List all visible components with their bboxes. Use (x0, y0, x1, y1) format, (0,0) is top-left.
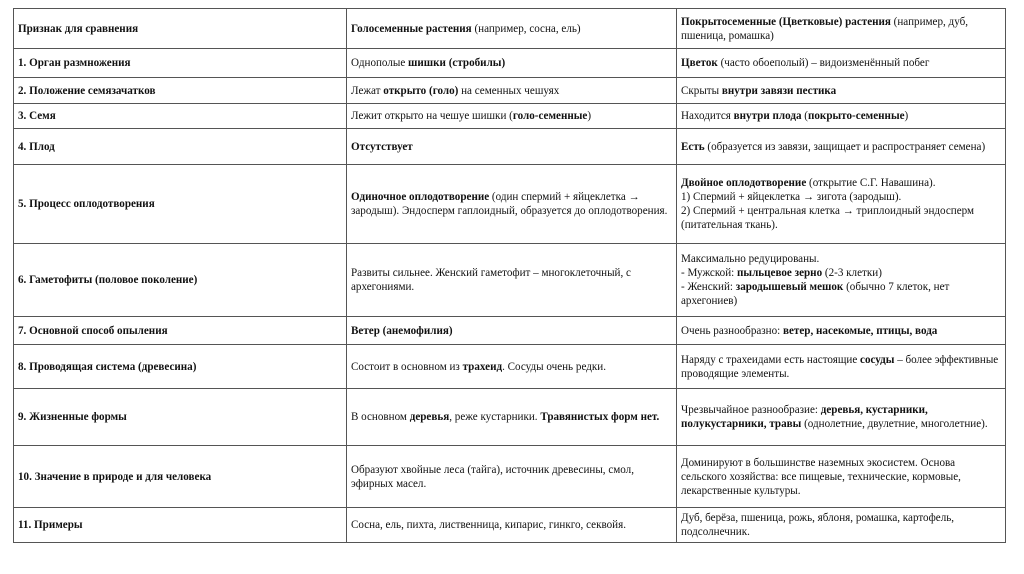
gymno-cell: Состоит в основном из трахеид. Сосуды очень редки. (347, 345, 677, 389)
angio-cell: Доминируют в большинстве наземных экосистем. Основа сельского хозяйства: все пищевые, технические, кормовые, лекарственные культуры. (677, 446, 1006, 508)
table-row (14, 78, 1006, 104)
header-feature: Признак для сравнения (14, 9, 347, 49)
row-label: 7. Основной способ опыления (14, 317, 347, 345)
gymno-cell: Образуют хвойные леса (тайга), источник древесины, смол, эфирных масел. (347, 446, 677, 508)
angio-cell: Чрезвычайное разнообразие: деревья, кустарники, полукустарники, травы (однолетние, двулетние, многолетние). (677, 389, 1006, 446)
table-row (14, 129, 1006, 165)
gymno-cell: Ветер (анемофилия) (347, 317, 677, 345)
gymno-cell: Однополые шишки (стробилы) (347, 49, 677, 78)
row-label: 10. Значение в природе и для человека (14, 446, 347, 508)
row-label: 9. Жизненные формы (14, 389, 347, 446)
gymno-cell: Одиночное оплодотворение (один спермий + яйцеклетка → зародыш). Эндосперм гаплоидный, образуется до оплодотворения. (347, 165, 677, 244)
table-row (14, 244, 1006, 317)
table-row (14, 165, 1006, 244)
table-row (14, 446, 1006, 508)
header-gymnosperms: Голосеменные растения (например, сосна, ель) (347, 9, 677, 49)
angio-cell: Двойное оплодотворение (открытие С.Г. Навашина). 1) Спермий + яйцеклетка → зигота (зародыш). 2) Спермий + центральная клетка → триплоидный эндосперм (питательная ткань). (677, 165, 1006, 244)
angio-cell: Находится внутри плода (покрыто-семенные) (677, 104, 1006, 129)
gymno-cell: Лежат открыто (голо) на семенных чешуях (347, 78, 677, 104)
table-row (14, 49, 1006, 78)
angio-cell: Максимально редуцированы. - Мужской: пыльцевое зерно (2-3 клетки) - Женский: зародышевый мешок (обычно 7 клеток, нет архегониев) (677, 244, 1006, 317)
angio-cell: Наряду с трахеидами есть настоящие сосуды – более эффективные проводящие элементы. (677, 345, 1006, 389)
table-row (14, 389, 1006, 446)
angio-cell: Дуб, берёза, пшеница, рожь, яблоня, ромашка, картофель, подсолнечник. (677, 508, 1006, 543)
row-label: 8. Проводящая система (древесина) (14, 345, 347, 389)
gymno-cell: Лежит открыто на чешуе шишки (голо-семенные) (347, 104, 677, 129)
angio-cell: Очень разнообразно: ветер, насекомые, птицы, вода (677, 317, 1006, 345)
table-header-row (14, 9, 1006, 49)
comparison-table (13, 8, 1006, 543)
angio-cell: Скрыты внутри завязи пестика (677, 78, 1006, 104)
row-label: 6. Гаметофиты (половое поколение) (14, 244, 347, 317)
table-row (14, 317, 1006, 345)
angio-cell: Цветок (часто обоеполый) – видоизменённый побег (677, 49, 1006, 78)
gymno-cell: Сосна, ель, пихта, лиственница, кипарис, гинкго, секвойя. (347, 508, 677, 543)
table-row (14, 104, 1006, 129)
row-label: 11. Примеры (14, 508, 347, 543)
gymno-cell: В основном деревья, реже кустарники. Травянистых форм нет. (347, 389, 677, 446)
gymno-cell: Отсутствует (347, 129, 677, 165)
row-label: 2. Положение семязачатков (14, 78, 347, 104)
header-angiosperms: Покрытосеменные (Цветковые) растения (например, дуб, пшеница, ромашка) (677, 9, 1006, 49)
table-row (14, 508, 1006, 543)
gymno-cell: Развиты сильнее. Женский гаметофит – многоклеточный, с архегониями. (347, 244, 677, 317)
row-label: 3. Семя (14, 104, 347, 129)
angio-cell: Есть (образуется из завязи, защищает и распространяет семена) (677, 129, 1006, 165)
row-label: 4. Плод (14, 129, 347, 165)
row-label: 5. Процесс оплодотворения (14, 165, 347, 244)
table-row (14, 345, 1006, 389)
row-label: 1. Орган размножения (14, 49, 347, 78)
